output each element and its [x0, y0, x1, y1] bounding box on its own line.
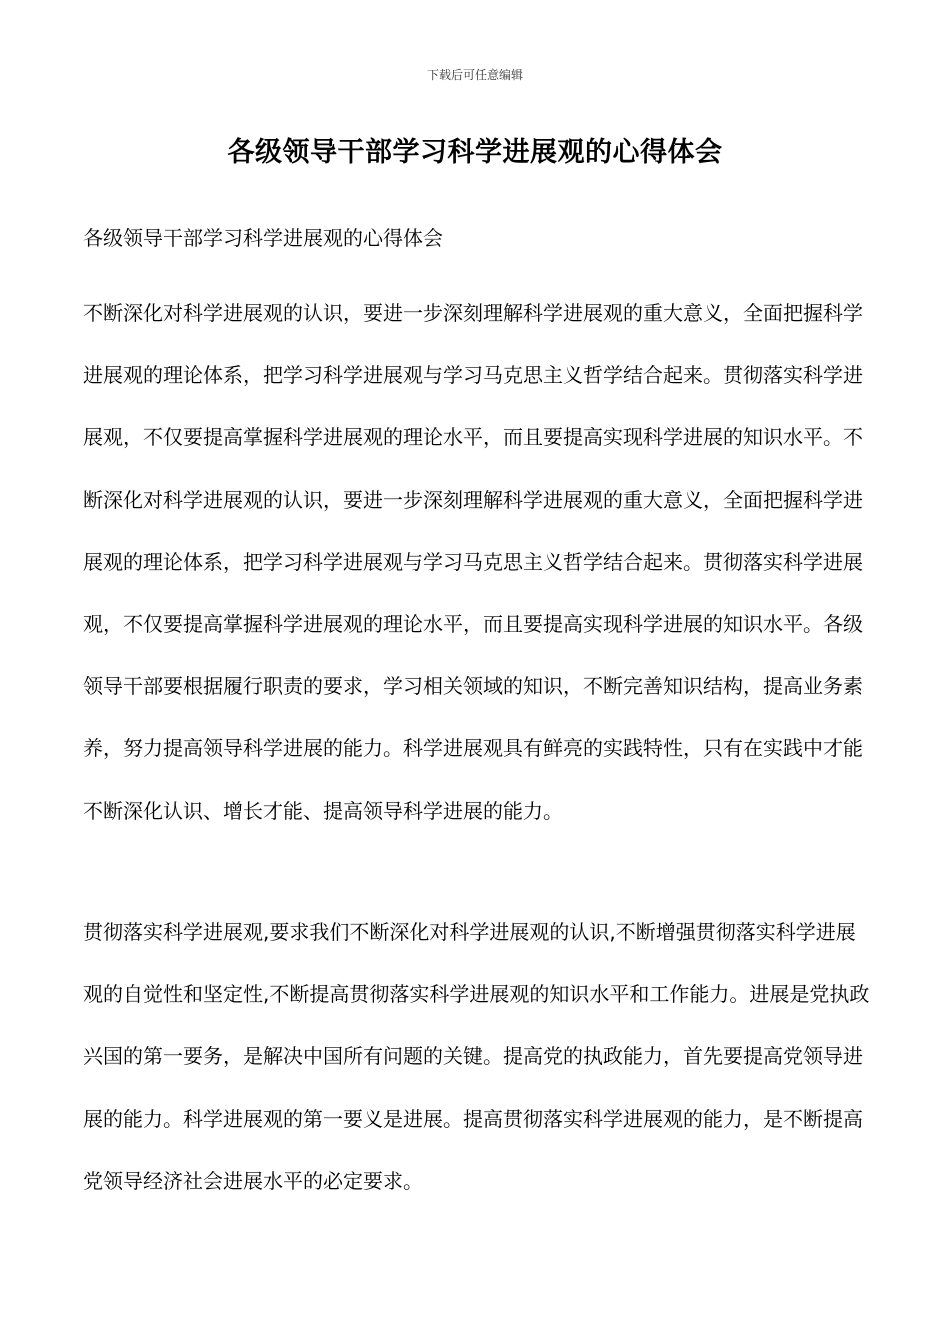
document-subtitle: 各级领导干部学习科学进展观的心得体会 [83, 226, 443, 250]
paragraph-1: 不断深化对科学进展观的认识，要进一步深刻理解科学进展观的重大意义，全面把握科学进展观的理论体系，把学习科学进展观与学习马克思主义哲学结合起来。贯彻落实科学进展观，不仅要提高掌握科学进展观的理论水平，而且要提高实现科学进展的知识水平。不断深化对科学进展观的认识，要进一步深刻理解科学进展观的重大意义，全面把握科学进展观的理论体系，把学习科学进展观与学习马克思主义哲学结合起来。贯彻落实科学进展观，不仅要提高掌握科学进展观的理论水平，而且要提高实现科学进展的知识水平。各级领导干部要根据履行职责的要求，学习相关领域的知识，不断完善知识结构，提高业务素养，努力提高领导科学进展的能力。科学进展观具有鲜亮的实践特性，只有在实践中才能不断深化认识、增长才能、提高领导科学进展的能力。 [83, 301, 863, 823]
document-title: 各级领导干部学习科学进展观的心得体会 [227, 137, 723, 168]
header-note: 下载后可任意编辑 [426, 68, 523, 82]
paragraph-2: 贯彻落实科学进展观,要求我们不断深化对科学进展观的认识,不断增强贯彻落实科学进展观的自觉性和坚定性,不断提高贯彻落实科学进展观的知识水平和工作能力。进展是党执政兴国的第一要务，是解决中国所有问题的关键。提高党的执政能力，首先要提高党领导进展的能力。科学进展观的第一要义是进展。提高贯彻落实科学进展观的能力，是不断提高党领导经济社会进展水平的必定要求。 [83, 920, 870, 1193]
